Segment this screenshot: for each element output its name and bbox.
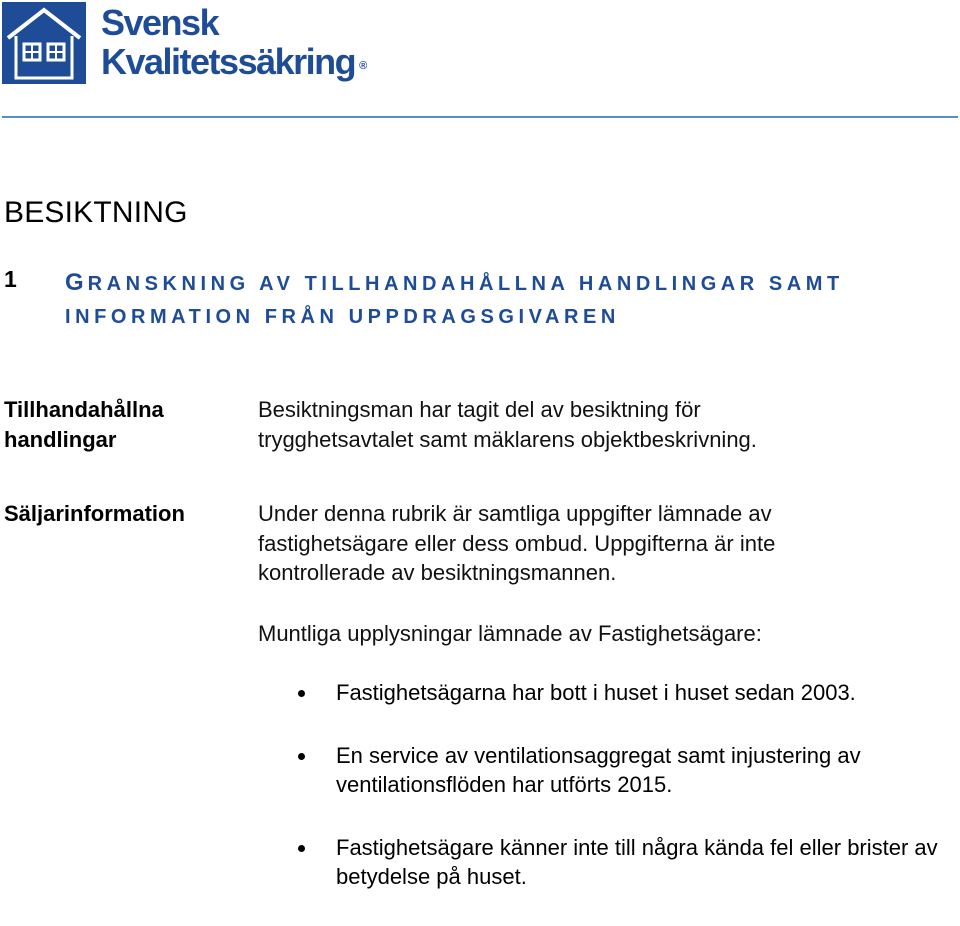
list-item <box>258 741 948 800</box>
section-title-line1 <box>65 269 945 297</box>
oral-info-heading: Muntliga upplysningar lämnade av Fastighetsägare: <box>258 621 762 646</box>
bullet-icon <box>298 845 305 852</box>
header-divider <box>2 116 958 118</box>
brand-line1: Svensk <box>101 2 219 43</box>
brand-line2 <box>101 41 368 82</box>
section-number: 1 <box>4 266 17 292</box>
section-title-initial: G <box>65 269 88 296</box>
provided-documents-label <box>4 395 229 455</box>
provided-documents-text: Besiktningsman har tagit del av besiktning för trygghetsavtalet samt mäklarens objektbeskrivning. <box>258 397 757 452</box>
house-logo-icon <box>2 2 86 84</box>
registered-mark: ® <box>359 60 368 72</box>
brand-line2-text: Kvalitetssäkring <box>101 41 356 82</box>
list-item-text: En service av ventilationsaggregat samt injustering av ventilationsflöden har utförts 2015. <box>336 742 861 797</box>
document-title: BESIKTNING <box>4 196 188 229</box>
seller-information-label: Säljarinformation <box>4 501 185 526</box>
section-title-line2: INFORMATION FRÅN UPPDRAGSGIVAREN <box>65 306 620 328</box>
seller-information-intro: Under denna rubrik är samtliga uppgifter lämnade av fastighetsägare eller dess ombud. Uppgifterna är inte kontrollerade av besiktningsmannen. <box>258 501 776 585</box>
list-item-text: Fastighetsägare känner inte till några kända fel eller brister av betydelse på huset. <box>336 834 938 889</box>
bullet-icon <box>298 753 305 760</box>
brand-name <box>101 2 368 82</box>
provided-documents-label-line1: Tillhandahållna <box>4 397 164 422</box>
provided-documents-label-line2: handlingar <box>4 427 117 452</box>
list-item <box>258 833 948 892</box>
list-item-text: Fastighetsägarna har bott i huset i huset sedan 2003. <box>336 680 856 705</box>
section-title-line1-rest: RANSKNING AV TILLHANDAHÅLLNA HANDLINGAR SAMT <box>87 273 844 295</box>
list-item <box>258 678 948 708</box>
oral-info-list <box>258 678 948 925</box>
bullet-icon <box>298 690 305 697</box>
